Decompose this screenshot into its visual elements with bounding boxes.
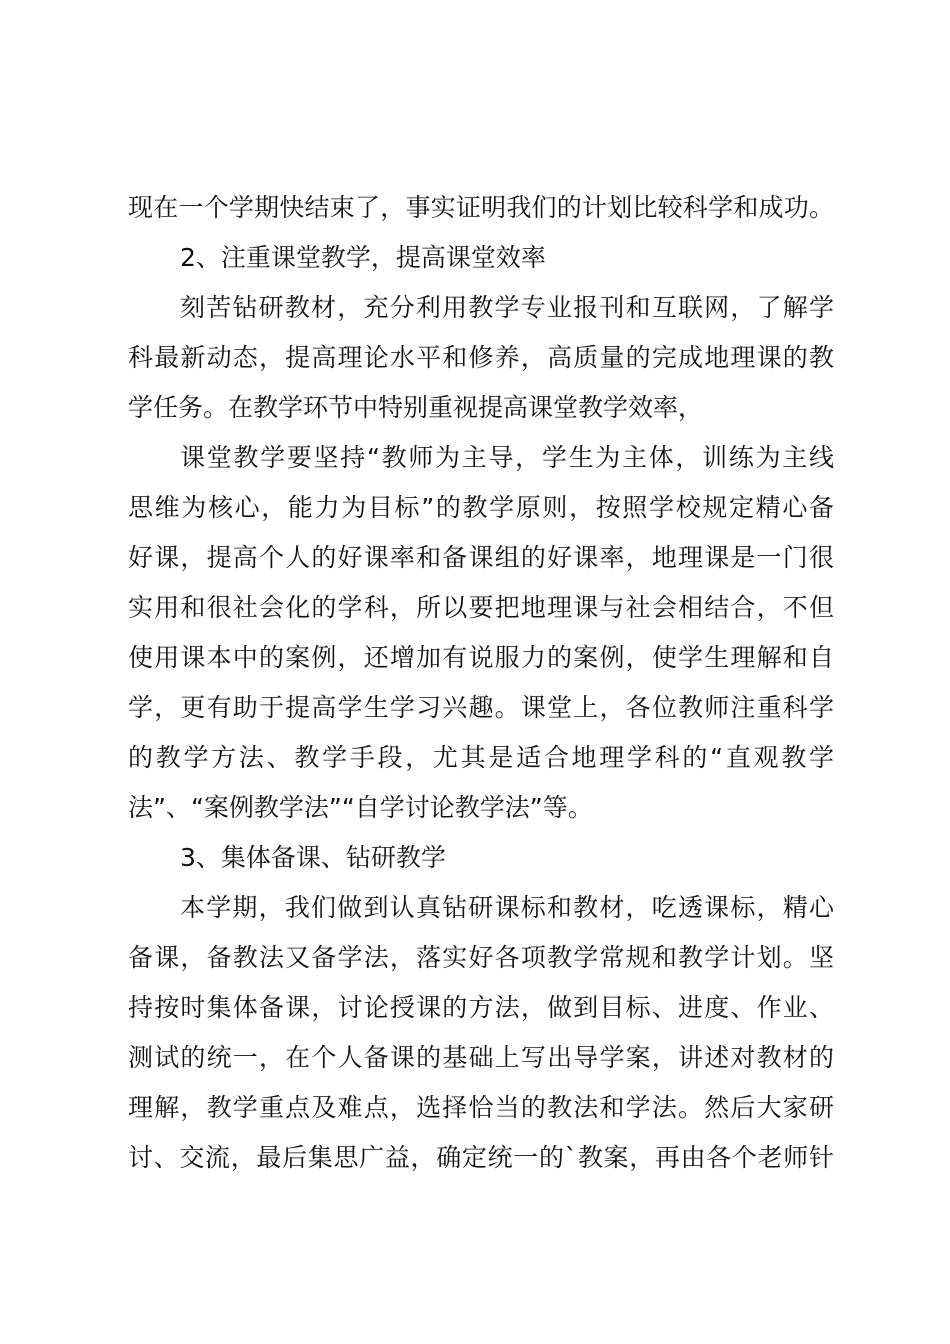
text-line: 测试的统一，在个人备课的基础上写出导学案，讲述对教材的 <box>128 1043 834 1072</box>
text-line: 持按时集体备课，讨论授课的方法，做到目标、进度、作业、 <box>128 993 834 1022</box>
document-body <box>128 183 834 1183</box>
text-line: 实用和很社会化的学科，所以要把地理课与社会相结合，不但 <box>128 593 834 622</box>
text-line: 课堂教学要坚持“教师为主导，学生为主体，训练为主线 <box>180 443 834 472</box>
text-line: 理解，教学重点及难点，选择恰当的教法和学法。然后大家研 <box>128 1093 834 1122</box>
text-line: 好课，提高个人的好课率和备课组的好课率，地理课是一门很 <box>128 543 834 572</box>
text-line: 思维为核心，能力为目标”的教学原则，按照学校规定精心备 <box>128 493 834 522</box>
text-line: 学任务。在教学环节中特别重视提高课堂教学效率， <box>128 393 704 422</box>
text-line: 刻苦钻研教材，充分利用教学专业报刊和互联网，了解学 <box>180 293 834 322</box>
text-line: 现在一个学期快结束了，事实证明我们的计划比较科学和成功。 <box>128 193 834 222</box>
text-line: 备课，备教法又备学法，落实好各项教学常规和教学计划。坚 <box>128 943 834 972</box>
section-heading: 2、注重课堂教学，提高课堂效率 <box>180 243 546 272</box>
text-line: 科最新动态，提高理论水平和修养，高质量的完成地理课的教 <box>128 343 834 372</box>
text-line: 使用课本中的案例，还增加有说服力的案例，使学生理解和自 <box>128 643 834 672</box>
text-line: 学，更有助于提高学生学习兴趣。课堂上，各位教师注重科学 <box>128 693 834 722</box>
text-line: 讨、交流，最后集思广益，确定统一的`教案，再由各个老师针 <box>128 1143 834 1172</box>
section-heading: 3、集体备课、钻研教学 <box>180 843 446 872</box>
text-line: 本学期，我们做到认真钻研课标和教材，吃透课标，精心 <box>180 893 834 922</box>
text-line: 法”、“案例教学法”“自学讨论教学法”等。 <box>128 793 593 822</box>
text-line: 的教学方法、教学手段，尤其是适合地理学科的“直观教学 <box>128 743 834 772</box>
